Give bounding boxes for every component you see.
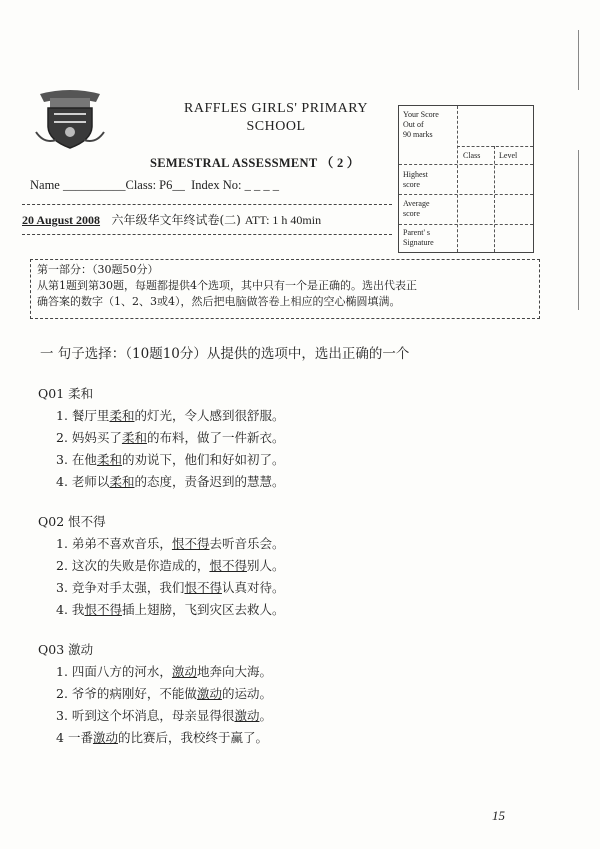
option[interactable] xyxy=(56,684,272,702)
average-score-label xyxy=(403,199,430,219)
highest-line1: Highest xyxy=(403,170,428,179)
parent-line1: Parent' s xyxy=(403,228,430,237)
option-keyword: 激动 xyxy=(171,664,197,679)
option-keyword: 柔和 xyxy=(109,408,135,423)
school-name-line2: SCHOOL xyxy=(246,119,306,134)
section-title: 一 句子选择：（10题10分）从提供的选项中，选出正确的一个 xyxy=(40,346,410,362)
option-number: 3. xyxy=(56,708,68,723)
option[interactable] xyxy=(56,406,284,424)
assessment-title: SEMESTRAL ASSESSMENT （ 2 ） xyxy=(150,156,360,170)
exam-duration: ATT: 1 h 40min xyxy=(244,213,322,227)
option-number: 2. xyxy=(56,558,68,573)
scan-edge-line xyxy=(578,150,579,310)
instructions-line1: 第一部分：（30题50分） xyxy=(37,263,159,276)
option-text: 。 xyxy=(259,708,272,723)
question-label: Q01 柔和 xyxy=(38,386,94,401)
option-text: 的布料，做了一件新衣。 xyxy=(146,430,285,445)
option-text: 弟弟不喜欢音乐， xyxy=(71,536,172,551)
option-keyword: 柔和 xyxy=(121,430,147,445)
page-number: 15 xyxy=(492,808,505,823)
option-text: 认真对待。 xyxy=(221,580,285,595)
option-text: 在他 xyxy=(71,452,97,467)
option-number: 4 xyxy=(56,730,64,745)
your-score-line1: Your Score xyxy=(403,110,439,119)
option-number: 3. xyxy=(56,580,68,595)
option-text: 爷爷的病刚好，不能做 xyxy=(71,686,197,701)
option-number: 2. xyxy=(56,686,68,701)
option-text: 插上翅膀，飞到灾区去救人。 xyxy=(121,602,285,617)
level-column-header: Level xyxy=(499,151,518,160)
option[interactable] xyxy=(56,662,272,680)
instructions-box xyxy=(30,259,540,319)
option[interactable] xyxy=(56,428,284,446)
option-text: 的态度，责备迟到的慧慧。 xyxy=(134,474,285,489)
option-keyword: 柔和 xyxy=(96,452,122,467)
your-score-label xyxy=(403,110,439,140)
option-text: 老师以 xyxy=(71,474,110,489)
option-number: 2. xyxy=(56,430,68,445)
your-score-line3: 90 marks xyxy=(403,130,433,139)
index-field[interactable]: _ _ _ _ xyxy=(244,178,279,192)
name-label: Name xyxy=(30,178,60,192)
option[interactable] xyxy=(56,600,284,618)
school-crest-logo xyxy=(34,88,106,150)
option-text: 四面八方的河水， xyxy=(71,664,172,679)
date-row xyxy=(22,211,321,228)
highest-line2: score xyxy=(403,180,420,189)
school-name xyxy=(156,100,396,136)
option[interactable] xyxy=(56,556,284,574)
instructions-line2: 从第1题到第30题，每题都提供4个选项，其中只有一个是正确的。选出代表正 xyxy=(37,279,417,292)
your-score-line2: Out of xyxy=(403,120,424,129)
parent-line2: Signature xyxy=(403,238,434,247)
option[interactable] xyxy=(56,728,268,746)
option[interactable] xyxy=(56,706,272,724)
option-keyword: 激动 xyxy=(196,686,222,701)
option-keyword: 恨不得 xyxy=(209,558,247,573)
option-number: 4. xyxy=(56,474,68,489)
option-keyword: 恨不得 xyxy=(184,580,222,595)
option[interactable] xyxy=(56,534,284,552)
option-text: 的运动。 xyxy=(221,686,272,701)
instructions-line3: 确答案的数字（1、2、3或4），然后把电脑做答卷上相应的空心椭圆填满。 xyxy=(37,295,401,308)
option-text: 妈妈买了 xyxy=(71,430,122,445)
option-text: 一番 xyxy=(67,730,93,745)
option-number: 4. xyxy=(56,602,68,617)
option-text: 的灯光，令人感到很舒服。 xyxy=(134,408,285,423)
class-label: Class: P6 xyxy=(125,178,173,192)
option-keyword: 柔和 xyxy=(109,474,135,489)
exam-date: 20 August 2008 xyxy=(22,213,101,227)
class-field[interactable]: __ xyxy=(172,178,188,192)
option-text: 我 xyxy=(71,602,85,617)
option-keyword: 恨不得 xyxy=(84,602,122,617)
option-text: 的劝说下，他们和好如初了。 xyxy=(121,452,285,467)
score-box xyxy=(398,105,534,253)
school-name-line1: RAFFLES GIRLS' PRIMARY xyxy=(184,101,368,116)
option-keyword: 激动 xyxy=(234,708,260,723)
average-line2: score xyxy=(403,209,420,218)
option-text: 的比赛后，我校终于赢了。 xyxy=(117,730,268,745)
option[interactable] xyxy=(56,472,284,490)
option-text: 地奔向大海。 xyxy=(196,664,272,679)
student-info-row xyxy=(30,178,279,193)
option-text: 别人。 xyxy=(246,558,285,573)
option[interactable] xyxy=(56,450,284,468)
option-text: 听到这个坏消息，母亲显得很 xyxy=(71,708,235,723)
divider xyxy=(22,204,392,205)
index-label: Index No: xyxy=(191,178,242,192)
option-number: 1. xyxy=(56,408,68,423)
option-text: 去听音乐会。 xyxy=(209,536,285,551)
question-label: Q02 恨不得 xyxy=(38,514,106,529)
option-text: 餐厅里 xyxy=(71,408,110,423)
class-column-header: Class xyxy=(463,151,481,160)
option-text: 这次的失败是你造成的， xyxy=(71,558,210,573)
name-field[interactable]: __________ xyxy=(62,178,126,192)
highest-score-label xyxy=(403,170,428,190)
divider xyxy=(22,234,392,235)
option-keyword: 激动 xyxy=(92,730,118,745)
exam-title: 六年级华文年终试卷(二) xyxy=(111,213,241,227)
option-keyword: 恨不得 xyxy=(171,536,210,551)
parent-signature-label xyxy=(403,228,434,248)
question-label: Q03 激动 xyxy=(38,642,94,657)
option-text: 竞争对手太强，我们 xyxy=(71,580,185,595)
average-line1: Average xyxy=(403,199,430,208)
scan-edge-line xyxy=(578,30,579,90)
option[interactable] xyxy=(56,578,284,596)
option-number: 1. xyxy=(56,664,68,679)
option-number: 3. xyxy=(56,452,68,467)
option-number: 1. xyxy=(56,536,68,551)
